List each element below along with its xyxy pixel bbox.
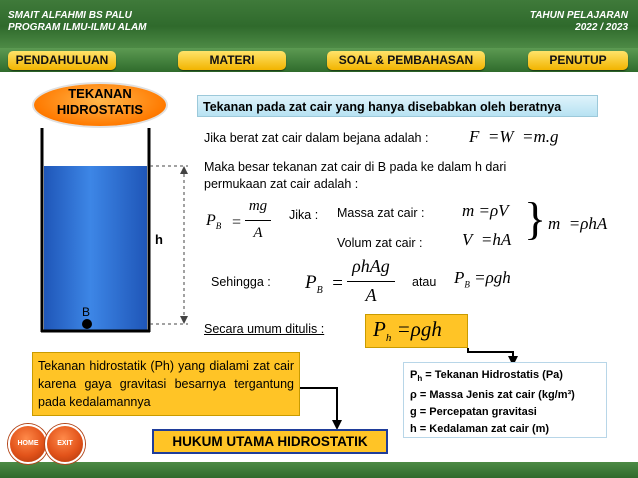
legend-ph: $P_h$ = Tekanan Hidrostatis (Pa) [410, 369, 563, 384]
header-bar [0, 0, 638, 48]
formula-weight: F =W =m.g [469, 127, 559, 146]
formula-mass: m =ρV [462, 201, 509, 220]
atau-label: atau [412, 275, 437, 289]
text-line-1: Jika berat zat cair dalam bejana adalah : [204, 131, 429, 145]
year-value: 2022 / 2023 [575, 22, 628, 33]
legend-rho: ρ = Massa Jenis zat cair (kg/m³) [410, 389, 575, 402]
formula-pb2-numerator: ρhAg [352, 256, 390, 276]
jika-label: Jika : [289, 208, 319, 222]
subtitle-banner: Tekanan pada zat cair yang hanya disebabkan oleh beratnya [197, 95, 598, 117]
legend-h: h = Kedalaman zat cair (m) [410, 423, 550, 436]
nav-pendahuluan[interactable]: PENDAHULUAN [8, 51, 116, 70]
nav-materi[interactable]: MATERI [178, 51, 286, 70]
page-title: TEKANAN HIDROSTATIS [56, 86, 144, 117]
year-label: TAHUN PELAJARAN [529, 10, 628, 21]
nav-penutup[interactable]: PENUTUP [528, 51, 628, 70]
home-button[interactable]: HOME [8, 424, 48, 464]
formula-mass-combined: m =ρhA [548, 214, 608, 233]
water-fill [44, 166, 147, 330]
info-box: Tekanan hidrostatik (Ph) yang dialami zat cair karena gaya gravitasi besarnya tergantung pada kedalamannya [32, 352, 300, 416]
formula-pb2-lhs: $P_B$ [305, 272, 323, 296]
formula-pb-lhs: $P_B$ [206, 212, 222, 232]
mass-label: Massa zat cair : [337, 206, 425, 220]
formula-pb-numerator: mg [248, 198, 268, 214]
formula-pb2-denominator: A [365, 285, 377, 305]
formula-pb-denominator: A [253, 225, 263, 241]
point-b-label: B [82, 305, 91, 319]
symbol-legend [403, 362, 607, 438]
nav-soal-pembahasan[interactable]: SOAL & PEMBAHASAN [327, 51, 485, 70]
school-name: SMAIT ALFAHMI BS PALU [8, 10, 132, 21]
program-name: PROGRAM ILMU-ILMU ALAM [8, 22, 147, 33]
formula-volume: V =hA [462, 230, 512, 249]
legend-g: g = Percepatan gravitasi [410, 406, 537, 419]
exit-button[interactable]: EXIT [45, 424, 85, 464]
brace-icon: } [524, 193, 547, 244]
main-formula: $P_h =\rho gh$ [373, 317, 442, 345]
footer-bar [0, 462, 638, 478]
depth-label: h [155, 232, 163, 247]
sehingga-label: Sehingga : [211, 275, 271, 289]
text-line-3: permukaan zat cair adalah : [204, 177, 359, 191]
point-b-marker [82, 319, 92, 329]
volume-label: Volum zat cair : [337, 236, 423, 250]
general-label: Secara umum ditulis : [204, 322, 325, 336]
formula-pb-rhogh: $P_B =\rho gh$ [454, 268, 511, 290]
text-line-2: Maka besar tekanan zat cair di B pada ke dalam h dari [204, 160, 507, 174]
beaker-diagram [30, 128, 200, 338]
law-banner: HUKUM UTAMA HIDROSTATIK [152, 429, 388, 454]
